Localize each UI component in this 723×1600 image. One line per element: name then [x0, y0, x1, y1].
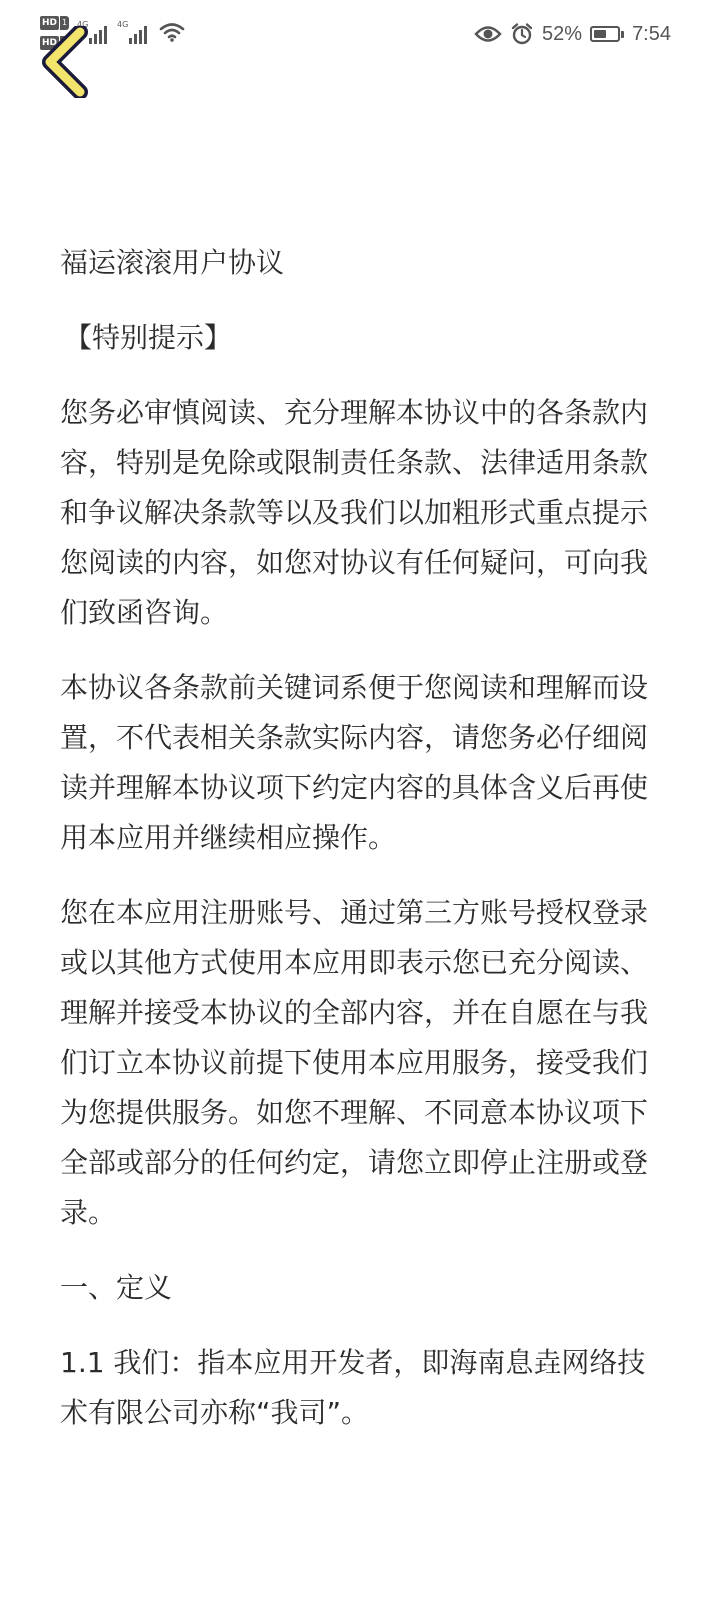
battery-icon: [590, 26, 624, 42]
sim2-hd-label: HD: [42, 38, 58, 48]
eye-icon: [474, 25, 502, 43]
battery-fill: [594, 30, 605, 38]
sim1-number: 1: [60, 16, 69, 30]
definitions-heading: 一、定义: [60, 1271, 173, 1304]
back-button[interactable]: [40, 26, 92, 98]
signal-icon: [117, 20, 147, 44]
wifi-icon: [159, 22, 185, 42]
status-right: [474, 22, 671, 46]
agreement-content: [60, 238, 660, 1463]
special-notice-heading: 【特别提示】: [64, 321, 233, 354]
network1-label: 4G: [77, 20, 89, 29]
battery-percent: 52%: [542, 22, 583, 45]
sim1-hd-label: HD: [42, 18, 58, 28]
network2-label: 4G: [117, 20, 129, 29]
agreement-title: 福运滚滚用户协议: [60, 246, 285, 279]
clock-time: 7:54: [632, 22, 671, 45]
agreement-paragraph: 您在本应用注册账号、通过第三方账号授权登录或以其他方式使用本应用即表示您已充分阅读、理解并接受本协议的全部内容，并在自愿在与我们订立本协议前提下使用本应用服务，接受我们为您提供服务。如您不理解、不同意本协议项下全部或部分的任何约定，请您立即停止注册或登录。: [60, 896, 649, 1229]
battery-cap: [621, 31, 624, 38]
sim2-number: 2: [60, 36, 69, 50]
signal-bars-2: [129, 26, 147, 44]
agreement-paragraph: 您务必审慎阅读、充分理解本协议中的各条款内容，特别是免除或限制责任条款、法律适用条款和争议解决条款等以及我们以加粗形式重点提示您阅读的内容，如您对协议有任何疑问，可向我们致函咨询。: [60, 396, 649, 629]
chevron-left-icon: [40, 26, 92, 98]
agreement-paragraph: 本协议各条款前关键词系便于您阅读和理解而设置，不代表相关条款实际内容，请您务必仔细阅读并理解本协议项下约定内容的具体含义后再使用本应用并继续相应操作。: [60, 671, 649, 854]
alarm-icon: [510, 22, 534, 46]
battery-body: [590, 26, 620, 42]
status-bar: [0, 0, 723, 72]
clause-1-1: 1.1 我们：指本应用开发者，即海南息垚网络技术有限公司亦称“我司”。: [60, 1346, 646, 1429]
